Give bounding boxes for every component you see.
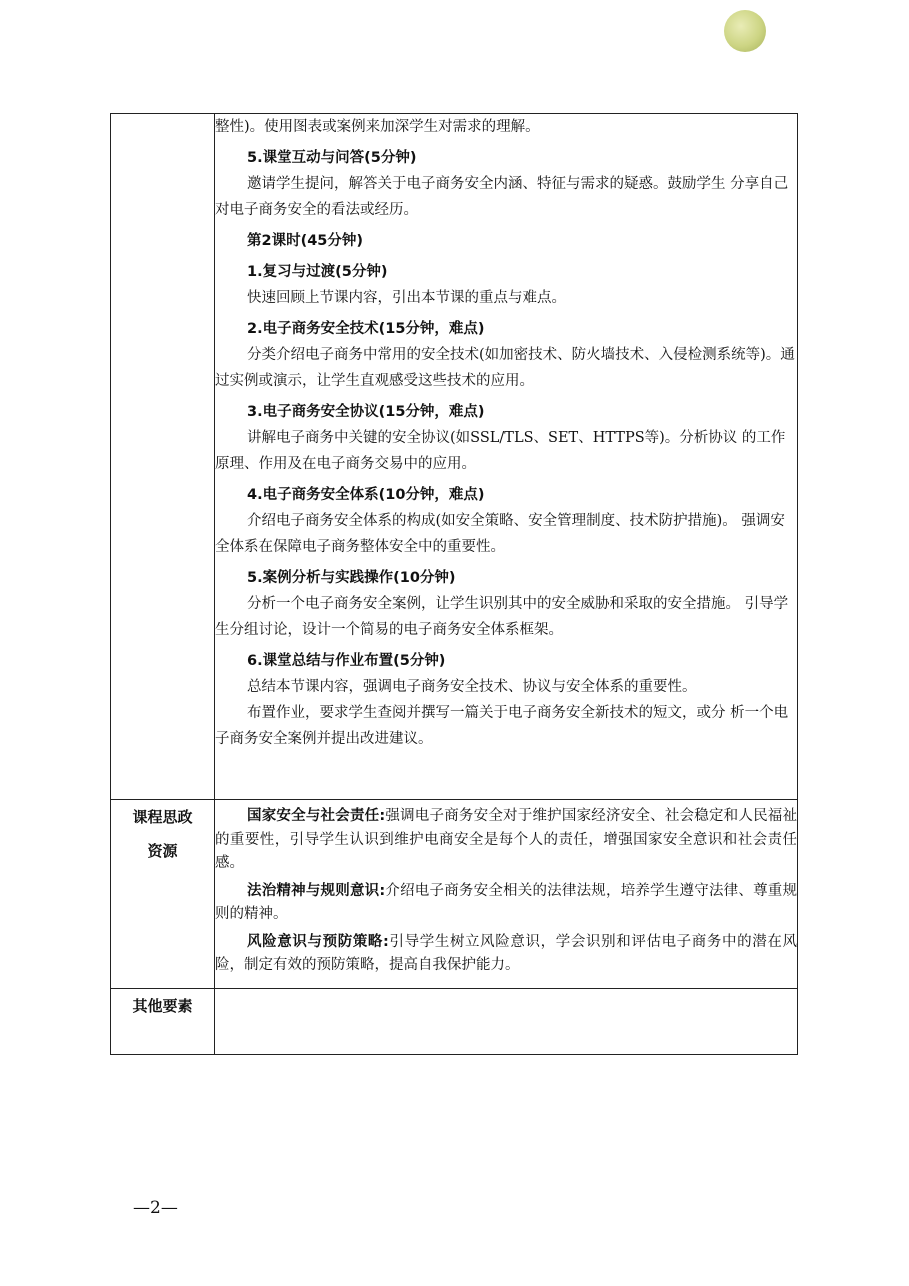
lesson-plan-table — [110, 113, 798, 1055]
ideology-label-line-1: 课程思政 — [132, 808, 193, 826]
section-heading: 1.复习与过渡(5分钟) — [247, 264, 388, 280]
body-paragraph: 讲解电子商务中关键的安全协议(如SSL/TLS、SET、HTTPS等)。分析协议 的工作原理、作用及在电子商务交易中的应用。 — [215, 430, 786, 472]
section-heading: 第2课时(45分钟) — [247, 233, 364, 249]
body-paragraph: 介绍电子商务安全体系的构成(如安全策略、安全管理制度、技术防护措施)。 强调安全体系在保障电子商务整体安全中的重要性。 — [215, 513, 785, 555]
ideology-item-text: 引导学生树立风险意识，学会识别和评估电子商务中的潜在风险，制定有效的预防策略，提高自我保护能力。 — [215, 933, 797, 973]
body-paragraph: 快速回顾上节课内容，引出本节课的重点与难点。 — [247, 290, 566, 306]
ideology-item-text: 强调电子商务安全对于维护国家经济安全、社会稳定和人民福祉的重要性，引导学生认识到维护电商安全是每个人的责任，增强国家安全意识和社会责任感。 — [215, 808, 797, 871]
header-logo-icon — [724, 10, 766, 52]
ideology-item-text: 介绍电子商务安全相关的法律法规，培养学生遵守法律、尊重规则的精神。 — [215, 882, 797, 922]
ideology-item — [215, 931, 797, 978]
section-heading: 3.电子商务安全协议(15分钟，难点) — [247, 404, 485, 420]
teaching-process-content — [215, 114, 798, 800]
section-heading: 5.案例分析与实践操作(10分钟) — [247, 570, 456, 586]
ideology-row — [111, 800, 798, 989]
ideology-item — [215, 805, 797, 876]
page-number: —2— — [133, 1198, 178, 1218]
ideology-item-title: 法治精神与规则意识: — [247, 882, 386, 899]
body-paragraph: 分析一个电子商务安全案例，让学生识别其中的安全威胁和采取的安全措施。 引导学生分组讨论，设计一个简易的电子商务安全体系框架。 — [215, 596, 789, 638]
ideology-item-title: 国家安全与社会责任: — [247, 808, 386, 824]
ideology-label — [111, 800, 215, 989]
ideology-label-line-2: 资源 — [147, 842, 178, 860]
section-heading: 2.电子商务安全技术(15分钟，难点) — [247, 321, 485, 337]
teaching-process-label-cell — [111, 114, 215, 800]
ideology-item — [215, 880, 797, 927]
other-label: 其他要素 — [111, 989, 215, 1055]
section-heading: 5.课堂互动与问答(5分钟) — [247, 150, 417, 166]
body-paragraph: 布置作业，要求学生查阅并撰写一篇关于电子商务安全新技术的短文，或分 析一个电子商务安全案例并提出改进建议。 — [215, 705, 789, 747]
body-paragraph: 整性)。使用图表或案例来加深学生对需求的理解。 — [215, 119, 540, 135]
body-paragraph: 总结本节课内容，强调电子商务安全技术、协议与安全体系的重要性。 — [247, 679, 697, 695]
section-heading: 6.课堂总结与作业布置(5分钟) — [247, 653, 446, 669]
section-heading: 4.电子商务安全体系(10分钟，难点) — [247, 487, 485, 503]
ideology-content — [215, 800, 798, 989]
body-paragraph: 邀请学生提问，解答关于电子商务安全内涵、特征与需求的疑惑。鼓励学生 分享自己对电子商务安全的看法或经历。 — [215, 176, 789, 218]
ideology-item-title: 风险意识与预防策略: — [247, 933, 389, 950]
body-paragraph: 分类介绍电子商务中常用的安全技术(如加密技术、防火墙技术、入侵检测系统等)。通过实例或演示，让学生直观感受这些技术的应用。 — [215, 347, 795, 389]
other-row — [111, 989, 798, 1055]
teaching-process-row — [111, 114, 798, 800]
other-content — [215, 989, 798, 1055]
